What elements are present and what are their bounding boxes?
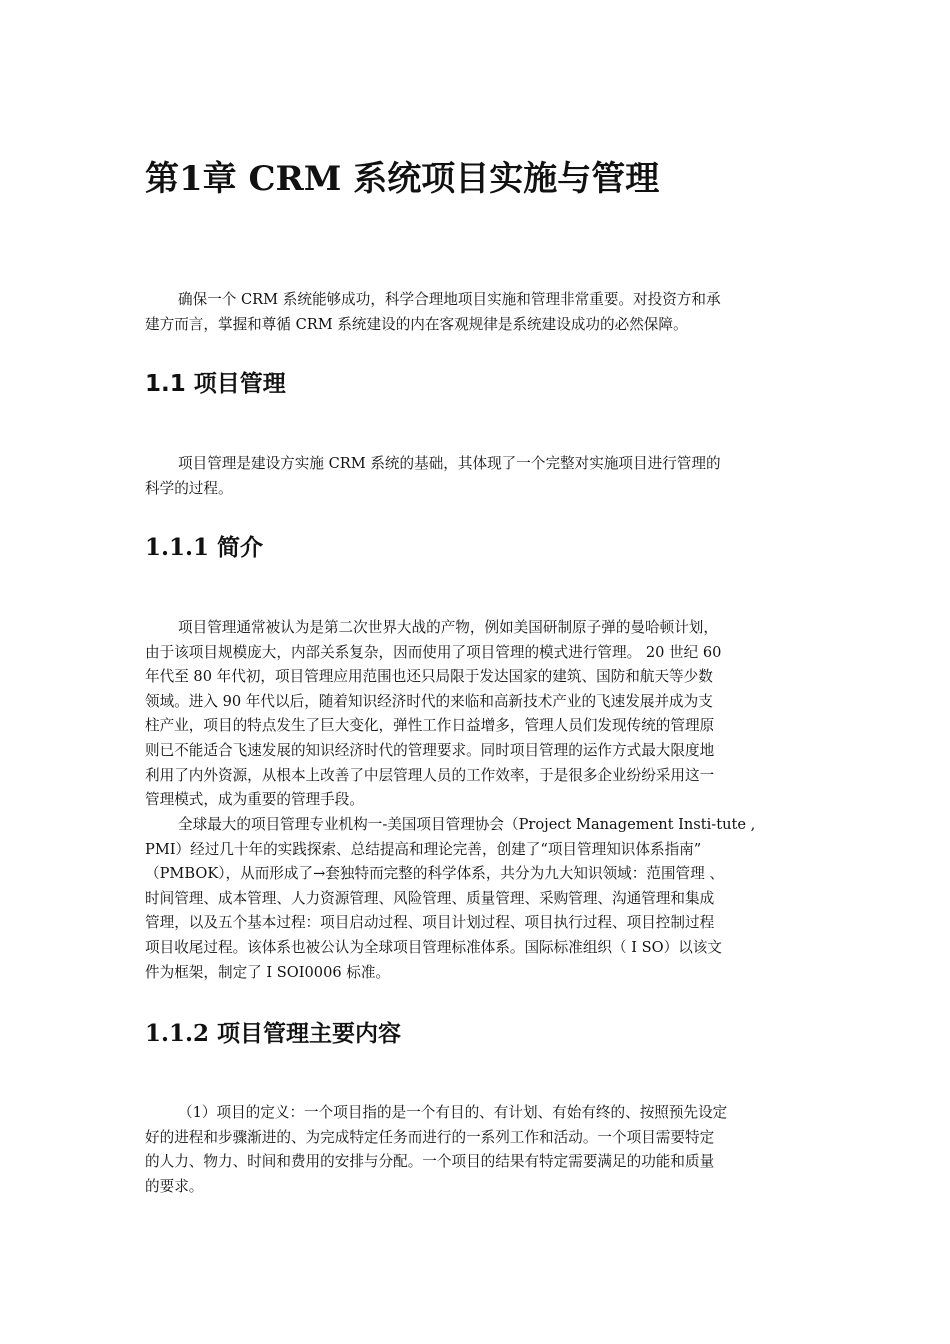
section-1-1-paragraph	[145, 452, 807, 501]
text-line: 利用了内外资源，从根本上改善了中层管理人员的工作效率，于是很多企业纷纷采用这一	[145, 766, 715, 784]
section-heading-1-1-1: 1.1.1 简介	[145, 534, 264, 561]
section-1-1-1-paragraph-2	[145, 813, 807, 985]
text-line: 好的进程和步骤渐进的、为完成特定任务而进行的一系列工作和活动。一个项目需要特定	[145, 1128, 715, 1146]
text-line: 管理模式，成为重要的管理手段。	[145, 791, 364, 809]
text-line: 科学的过程。	[145, 479, 233, 497]
text-line: 的要求。	[145, 1177, 204, 1195]
section-heading-1-1: 1.1 项目管理	[145, 371, 286, 397]
text-line: 确保一个 CRM 系统能够成功，科学合理地项目实施和管理非常重要。对投资方和承	[178, 291, 721, 308]
text-line: 全球最大的项目管理专业机构一-美国项目管理协会（Project Management Insti-tute ,	[178, 816, 756, 833]
section-1-1-2-paragraph	[145, 1101, 807, 1199]
text-line: PMI）经过几十年的实践探索、总结提高和理论完善，创建了“项目管理知识体系指南”	[145, 840, 702, 858]
chapter-title: 第1章 CRM 系统项目实施与管理	[145, 159, 660, 199]
text-line: 管理，以及五个基本过程：项目启动过程、项目计划过程、项目执行过程、项目控制过程	[145, 914, 715, 932]
text-line: （PMBOK），从而形成了→套独特而完整的科学体系，共分为九大知识领域：范围管理 、	[145, 865, 724, 883]
section-1-1-1-paragraph-1	[145, 616, 807, 813]
text-line: 件为框架，制定了 I SOI0006 标准。	[145, 963, 391, 981]
text-line: 建方而言，掌握和尊循 CRM 系统建设的内在客观规律是系统建设成功的必然保障。	[145, 315, 688, 333]
text-line: 领域。进入 90 年代以后，随着知识经济时代的来临和高新技术产业的飞速发展并成为支	[145, 692, 713, 710]
text-line: 则已不能适合飞速发展的知识经济时代的管理要求。同时项目管理的运作方式最大限度地	[145, 741, 715, 759]
text-line: 时间管理、成本管理、人力资源管理、风险管理、质量管理、采购管理、沟通管理和集成	[145, 889, 715, 907]
section-heading-1-1-2: 1.1.2 项目管理主要内容	[145, 1020, 402, 1047]
text-line: （1）项目的定义：一个项目指的是一个有目的、有计划、有始有终的、按照预先设定	[178, 1104, 728, 1121]
text-line: 年代至 80 年代初，项目管理应用范围也还只局限于发达国家的建筑、国防和航天等少数	[145, 668, 713, 686]
intro-paragraph	[145, 288, 807, 337]
text-line: 项目管理通常被认为是第二次世界大战的产物，例如美国研制原子弹的曼哈顿计划，	[178, 619, 718, 636]
text-line: 的人力、物力、时间和费用的安排与分配。一个项目的结果有特定需要满足的功能和质量	[145, 1153, 715, 1171]
text-line: 项目收尾过程。该体系也被公认为全球项目管理标准体系。国际标准组织（ I SO）以该文	[145, 938, 722, 956]
text-line: 由于该项目规模庞大，内部关系复杂，因而使用了项目管理的模式进行管理。 20 世纪 60	[145, 643, 722, 661]
text-line: 项目管理是建设方实施 CRM 系统的基础，其体现了一个完整对实施项目进行管理的	[178, 455, 721, 472]
text-line: 柱产业，项目的特点发生了巨大变化，弹性工作日益增多，管理人员们发现传统的管理原	[145, 717, 715, 735]
